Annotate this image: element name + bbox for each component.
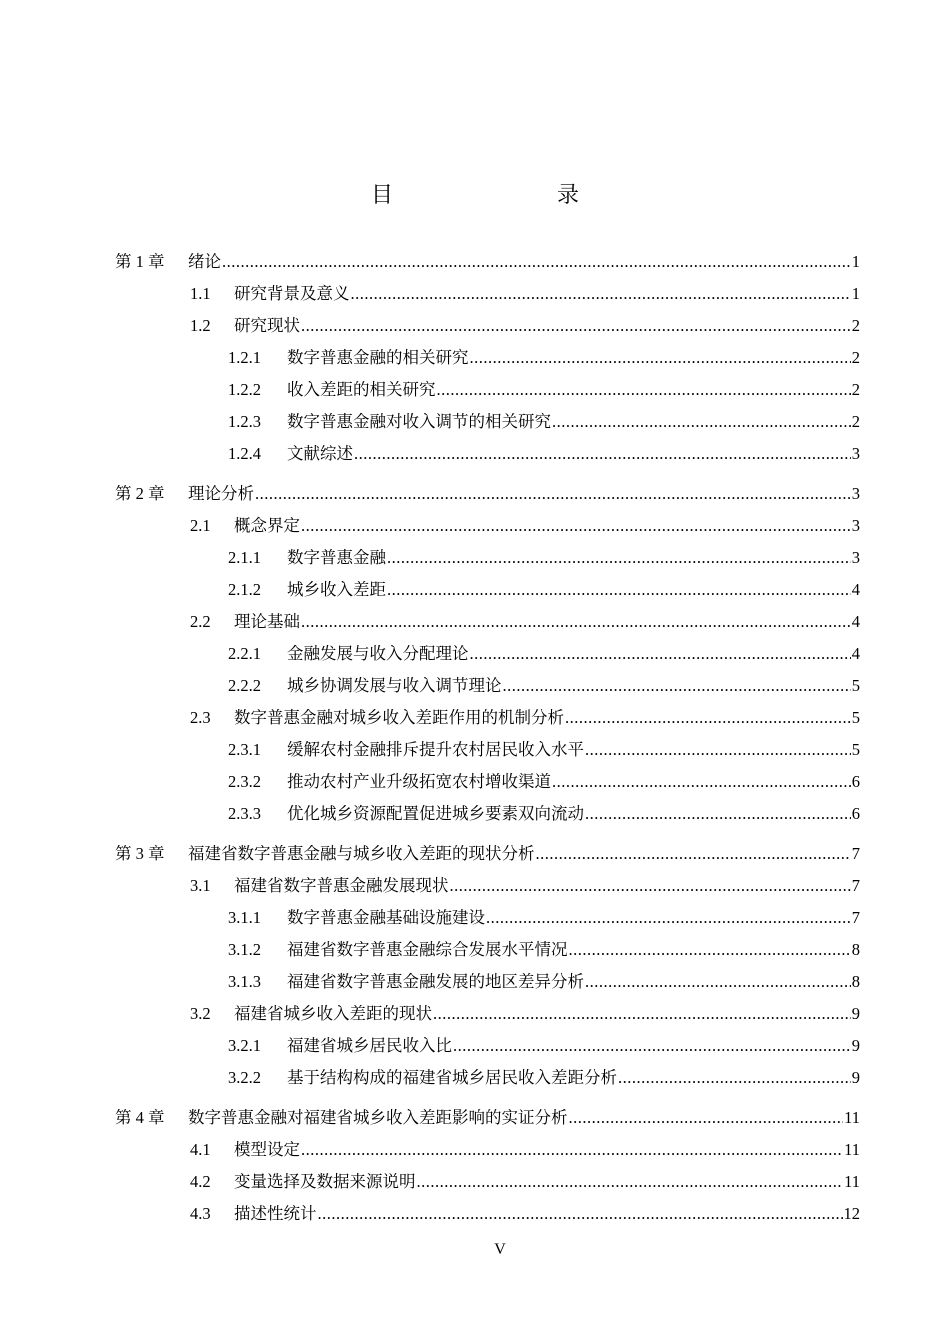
toc-entry-page-number: 2 xyxy=(851,380,860,399)
toc-entry-title: 数字普惠金融 xyxy=(287,548,386,567)
toc-entry-page-number: 2 xyxy=(851,348,860,367)
toc-entry-number: 2.1.2 xyxy=(228,580,261,599)
dot-leader xyxy=(433,998,851,1030)
dot-leader xyxy=(470,638,851,670)
dot-leader xyxy=(387,542,851,574)
toc-entry-title: 文献综述 xyxy=(287,444,353,463)
toc-chapter-entry[interactable] xyxy=(115,246,860,278)
toc-entry-number: 4.2 xyxy=(190,1172,211,1191)
toc-entry-title: 收入差距的相关研究 xyxy=(287,380,436,399)
dot-leader xyxy=(486,902,851,934)
toc-subsection-entry[interactable] xyxy=(115,438,860,470)
toc-subsection-entry[interactable] xyxy=(115,342,860,374)
toc-entry-page-number: 7 xyxy=(851,876,860,895)
toc-entry-number: 3.2 xyxy=(190,1004,211,1023)
table-of-contents xyxy=(115,246,860,1230)
toc-title: 目 录 xyxy=(370,182,619,207)
toc-entry-number: 2.3.2 xyxy=(228,772,261,791)
toc-subsection-entry[interactable] xyxy=(115,798,860,830)
toc-entry-number: 2.3.1 xyxy=(228,740,261,759)
dot-leader xyxy=(569,934,851,966)
toc-entry-page-number: 3 xyxy=(851,516,860,535)
dot-leader xyxy=(585,734,851,766)
toc-entry-number: 4.1 xyxy=(190,1140,211,1159)
dot-leader xyxy=(503,670,851,702)
toc-entry-title: 数字普惠金融的相关研究 xyxy=(287,348,469,367)
dot-leader xyxy=(222,246,851,278)
dot-leader xyxy=(470,342,851,374)
toc-entry-title: 研究现状 xyxy=(234,316,300,335)
toc-entry-title: 福建省城乡收入差距的现状 xyxy=(234,1004,432,1023)
toc-entry-page-number: 1 xyxy=(851,284,860,303)
toc-entry-number: 1.2.2 xyxy=(228,380,261,399)
toc-entry-title: 数字普惠金融基础设施建设 xyxy=(287,908,485,927)
toc-entry-number: 第 2 章 xyxy=(115,484,165,503)
toc-entry-page-number: 9 xyxy=(851,1036,860,1055)
toc-entry-title: 福建省数字普惠金融发展的地区差异分析 xyxy=(287,972,584,991)
dot-leader xyxy=(301,606,851,638)
toc-subsection-entry[interactable] xyxy=(115,966,860,998)
toc-subsection-entry[interactable] xyxy=(115,1030,860,1062)
toc-entry-number: 2.3 xyxy=(190,708,211,727)
dot-leader xyxy=(301,1134,843,1166)
dot-leader xyxy=(387,574,851,606)
toc-chapter-entry[interactable] xyxy=(115,838,860,870)
toc-entry-number: 3.1.1 xyxy=(228,908,261,927)
toc-entry-number: 3.1.2 xyxy=(228,940,261,959)
toc-entry-number: 3.1.3 xyxy=(228,972,261,991)
toc-entry-page-number: 5 xyxy=(851,740,860,759)
toc-entry-page-number: 5 xyxy=(851,676,860,695)
dot-leader xyxy=(585,798,851,830)
toc-entry-page-number: 8 xyxy=(851,940,860,959)
toc-entry-page-number: 6 xyxy=(851,772,860,791)
toc-entry-title: 数字普惠金融对城乡收入差距作用的机制分析 xyxy=(234,708,564,727)
toc-entry-number: 1.2.4 xyxy=(228,444,261,463)
dot-leader xyxy=(453,1030,851,1062)
toc-subsection-entry[interactable] xyxy=(115,934,860,966)
toc-entry-number: 1.1 xyxy=(190,284,211,303)
toc-section-entry[interactable] xyxy=(115,1166,860,1198)
toc-entry-title: 城乡协调发展与收入调节理论 xyxy=(287,676,502,695)
toc-subsection-entry[interactable] xyxy=(115,766,860,798)
toc-entry-page-number: 4 xyxy=(851,644,860,663)
toc-section-entry[interactable] xyxy=(115,870,860,902)
toc-section-entry[interactable] xyxy=(115,1198,860,1230)
toc-section-entry[interactable] xyxy=(115,278,860,310)
toc-entry-number: 3.2.1 xyxy=(228,1036,261,1055)
toc-entry-number: 第 3 章 xyxy=(115,844,165,863)
toc-subsection-entry[interactable] xyxy=(115,406,860,438)
toc-entry-title: 缓解农村金融排斥提升农村居民收入水平 xyxy=(287,740,584,759)
toc-entry-page-number: 5 xyxy=(851,708,860,727)
toc-entry-number: 2.2.1 xyxy=(228,644,261,663)
toc-entry-title: 绪论 xyxy=(188,252,221,271)
toc-entry-number: 1.2.3 xyxy=(228,412,261,431)
toc-entry-page-number: 11 xyxy=(844,1140,860,1159)
toc-entry-number: 3.2.2 xyxy=(228,1068,261,1087)
toc-entry-number: 2.1 xyxy=(190,516,211,535)
dot-leader xyxy=(255,478,851,510)
dot-leader xyxy=(552,406,851,438)
toc-entry-number: 2.3.3 xyxy=(228,804,261,823)
toc-subsection-entry[interactable] xyxy=(115,374,860,406)
toc-entry-title: 数字普惠金融对收入调节的相关研究 xyxy=(287,412,551,431)
toc-entry-page-number: 3 xyxy=(851,548,860,567)
toc-entry-page-number: 2 xyxy=(851,412,860,431)
toc-entry-title: 优化城乡资源配置促进城乡要素双向流动 xyxy=(287,804,584,823)
toc-entry-page-number: 9 xyxy=(851,1004,860,1023)
toc-subsection-entry[interactable] xyxy=(115,902,860,934)
dot-leader xyxy=(569,1102,844,1134)
toc-chapter-entry[interactable] xyxy=(115,478,860,510)
dot-leader xyxy=(437,374,851,406)
toc-entry-page-number: 4 xyxy=(851,612,860,631)
toc-entry-number: 4.3 xyxy=(190,1204,211,1223)
toc-subsection-entry[interactable] xyxy=(115,1062,860,1094)
toc-entry-number: 2.2 xyxy=(190,612,211,631)
toc-section-entry[interactable] xyxy=(115,510,860,542)
dot-leader xyxy=(618,1062,851,1094)
toc-entry-title: 福建省数字普惠金融发展现状 xyxy=(234,876,449,895)
toc-subsection-entry[interactable] xyxy=(115,542,860,574)
toc-entry-page-number: 12 xyxy=(843,1204,860,1223)
toc-entry-title: 福建省城乡居民收入比 xyxy=(287,1036,452,1055)
toc-entry-title: 金融发展与收入分配理论 xyxy=(287,644,469,663)
toc-entry-page-number: 8 xyxy=(851,972,860,991)
toc-entry-title: 概念界定 xyxy=(234,516,300,535)
dot-leader xyxy=(318,1198,843,1230)
toc-entry-title: 模型设定 xyxy=(234,1140,300,1159)
toc-entry-page-number: 11 xyxy=(844,1172,860,1191)
toc-entry-title: 研究背景及意义 xyxy=(234,284,350,303)
toc-section-entry[interactable] xyxy=(115,606,860,638)
toc-entry-number: 1.2.1 xyxy=(228,348,261,367)
dot-leader xyxy=(565,702,851,734)
toc-section-entry[interactable] xyxy=(115,310,860,342)
dot-leader xyxy=(585,966,851,998)
toc-subsection-entry[interactable] xyxy=(115,734,860,766)
toc-entry-number: 第 1 章 xyxy=(115,252,165,271)
toc-entry-page-number: 1 xyxy=(851,252,860,271)
toc-entry-title: 理论基础 xyxy=(234,612,300,631)
toc-section-entry[interactable] xyxy=(115,702,860,734)
toc-subsection-entry[interactable] xyxy=(115,638,860,670)
dot-leader xyxy=(536,838,851,870)
toc-entry-title: 推动农村产业升级拓宽农村增收渠道 xyxy=(287,772,551,791)
toc-entry-title: 描述性统计 xyxy=(234,1204,317,1223)
dot-leader xyxy=(351,278,851,310)
toc-entry-page-number: 3 xyxy=(851,484,860,503)
dot-leader xyxy=(354,438,851,470)
toc-entry-title: 理论分析 xyxy=(188,484,254,503)
toc-entry-number: 3.1 xyxy=(190,876,211,895)
toc-entry-page-number: 4 xyxy=(851,580,860,599)
toc-entry-page-number: 3 xyxy=(851,444,860,463)
toc-entry-title: 基于结构构成的福建省城乡居民收入差距分析 xyxy=(287,1068,617,1087)
toc-entry-page-number: 2 xyxy=(851,316,860,335)
toc-entry-title: 数字普惠金融对福建省城乡收入差距影响的实证分析 xyxy=(188,1108,568,1127)
toc-entry-page-number: 11 xyxy=(844,1108,860,1127)
toc-entry-title: 福建省数字普惠金融与城乡收入差距的现状分析 xyxy=(188,844,535,863)
dot-leader xyxy=(450,870,851,902)
dot-leader xyxy=(552,766,851,798)
toc-entry-number: 2.1.1 xyxy=(228,548,261,567)
toc-section-entry[interactable] xyxy=(115,998,860,1030)
toc-entry-page-number: 9 xyxy=(851,1068,860,1087)
toc-entry-page-number: 7 xyxy=(851,844,860,863)
toc-entry-title: 福建省数字普惠金融综合发展水平情况 xyxy=(287,940,568,959)
dot-leader xyxy=(301,310,851,342)
toc-entry-number: 1.2 xyxy=(190,316,211,335)
toc-section-entry[interactable] xyxy=(115,1134,860,1166)
dot-leader xyxy=(301,510,851,542)
toc-entry-title: 城乡收入差距 xyxy=(287,580,386,599)
toc-entry-title: 变量选择及数据来源说明 xyxy=(234,1172,416,1191)
toc-entry-number: 2.2.2 xyxy=(228,676,261,695)
page-number-footer: V xyxy=(494,1241,506,1258)
toc-entry-page-number: 7 xyxy=(851,908,860,927)
toc-entry-number: 第 4 章 xyxy=(115,1108,165,1127)
toc-subsection-entry[interactable] xyxy=(115,670,860,702)
toc-chapter-entry[interactable] xyxy=(115,1102,860,1134)
toc-entry-page-number: 6 xyxy=(851,804,860,823)
dot-leader xyxy=(417,1166,844,1198)
toc-subsection-entry[interactable] xyxy=(115,574,860,606)
